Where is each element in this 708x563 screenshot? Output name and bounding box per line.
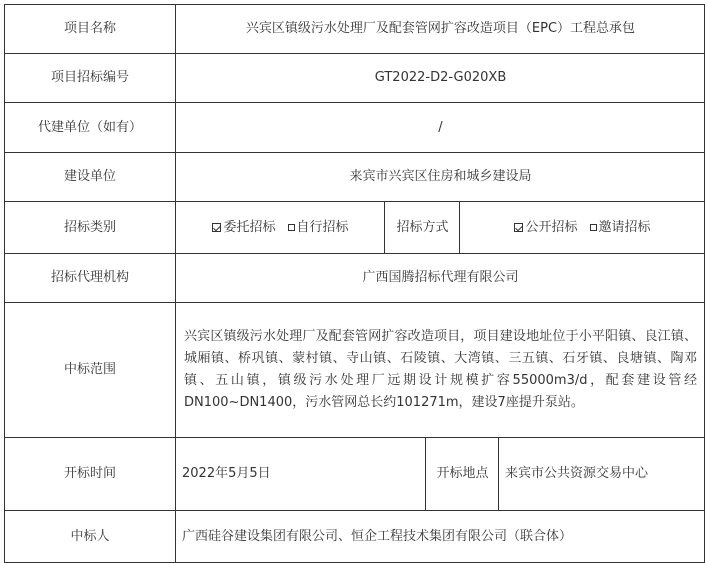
agency-value: 广西国腾招标代理有限公司 (362, 270, 519, 286)
option-self[interactable] (288, 220, 349, 236)
checkbox-checked-icon[interactable] (212, 223, 221, 232)
winner-value: 广西硅谷建设集团有限公司、恒企工程技术集团有限公司（联合体） (182, 528, 573, 544)
construction-unit-label: 建设单位 (63, 169, 116, 185)
bid-category-label: 招标类别 (63, 219, 116, 235)
agent-construction-value: / (438, 119, 443, 135)
bid-category-options (176, 201, 385, 254)
scope-label: 中标范围 (63, 362, 116, 378)
option-label: 公开招标 (525, 219, 578, 235)
agent-construction-label: 代建单位（如有） (37, 119, 142, 135)
bid-number-label: 项目招标编号 (50, 70, 129, 86)
winner-label: 中标人 (70, 528, 110, 544)
option-entrusted[interactable] (212, 220, 275, 236)
opening-place-label: 开标地点 (436, 466, 489, 482)
option-open[interactable] (514, 220, 577, 236)
opening-time-value: 2022年5月5日 (182, 466, 271, 482)
option-invited[interactable] (590, 220, 651, 236)
scope-value-cell (176, 302, 705, 438)
option-label: 邀请招标 (598, 219, 651, 235)
checkbox-empty-icon[interactable] (288, 224, 295, 231)
bid-method-options (460, 201, 705, 254)
option-label: 委托招标 (223, 219, 276, 235)
checkbox-empty-icon[interactable] (590, 224, 597, 231)
agency-label: 招标代理机构 (50, 270, 129, 286)
scope-value: 兴宾区镇级污水处理厂及配套管网扩容改造项目，项目建设地址位于小平阳镇、良江镇、城厢镇、桥巩镇、蒙村镇、寺山镇、石陵镇、大湾镇、三五镇、石牙镇、良塘镇、陶邓镇、五山镇，镇级污水处理厂远期设计规模扩容55000m3/d，配套建设管经DN100~DN1400，污水管网总长约101271m，建设7座提升泵站。 (184, 329, 697, 410)
option-label: 自行招标 (296, 219, 349, 235)
construction-unit-value: 来宾市兴宾区住房和城乡建设局 (349, 169, 532, 185)
bid-number-value: GT2022-D2-G020XB (374, 70, 507, 86)
checkbox-checked-icon[interactable] (514, 223, 523, 232)
project-name-value: 兴宾区镇级污水处理厂及配套管网扩容改造项目（EPC）工程总承包 (245, 21, 636, 37)
opening-time-label: 开标时间 (63, 466, 116, 482)
project-name-label: 项目名称 (63, 21, 116, 37)
opening-place-value: 来宾市公共资源交易中心 (505, 466, 649, 482)
bid-method-label: 招标方式 (396, 219, 449, 235)
